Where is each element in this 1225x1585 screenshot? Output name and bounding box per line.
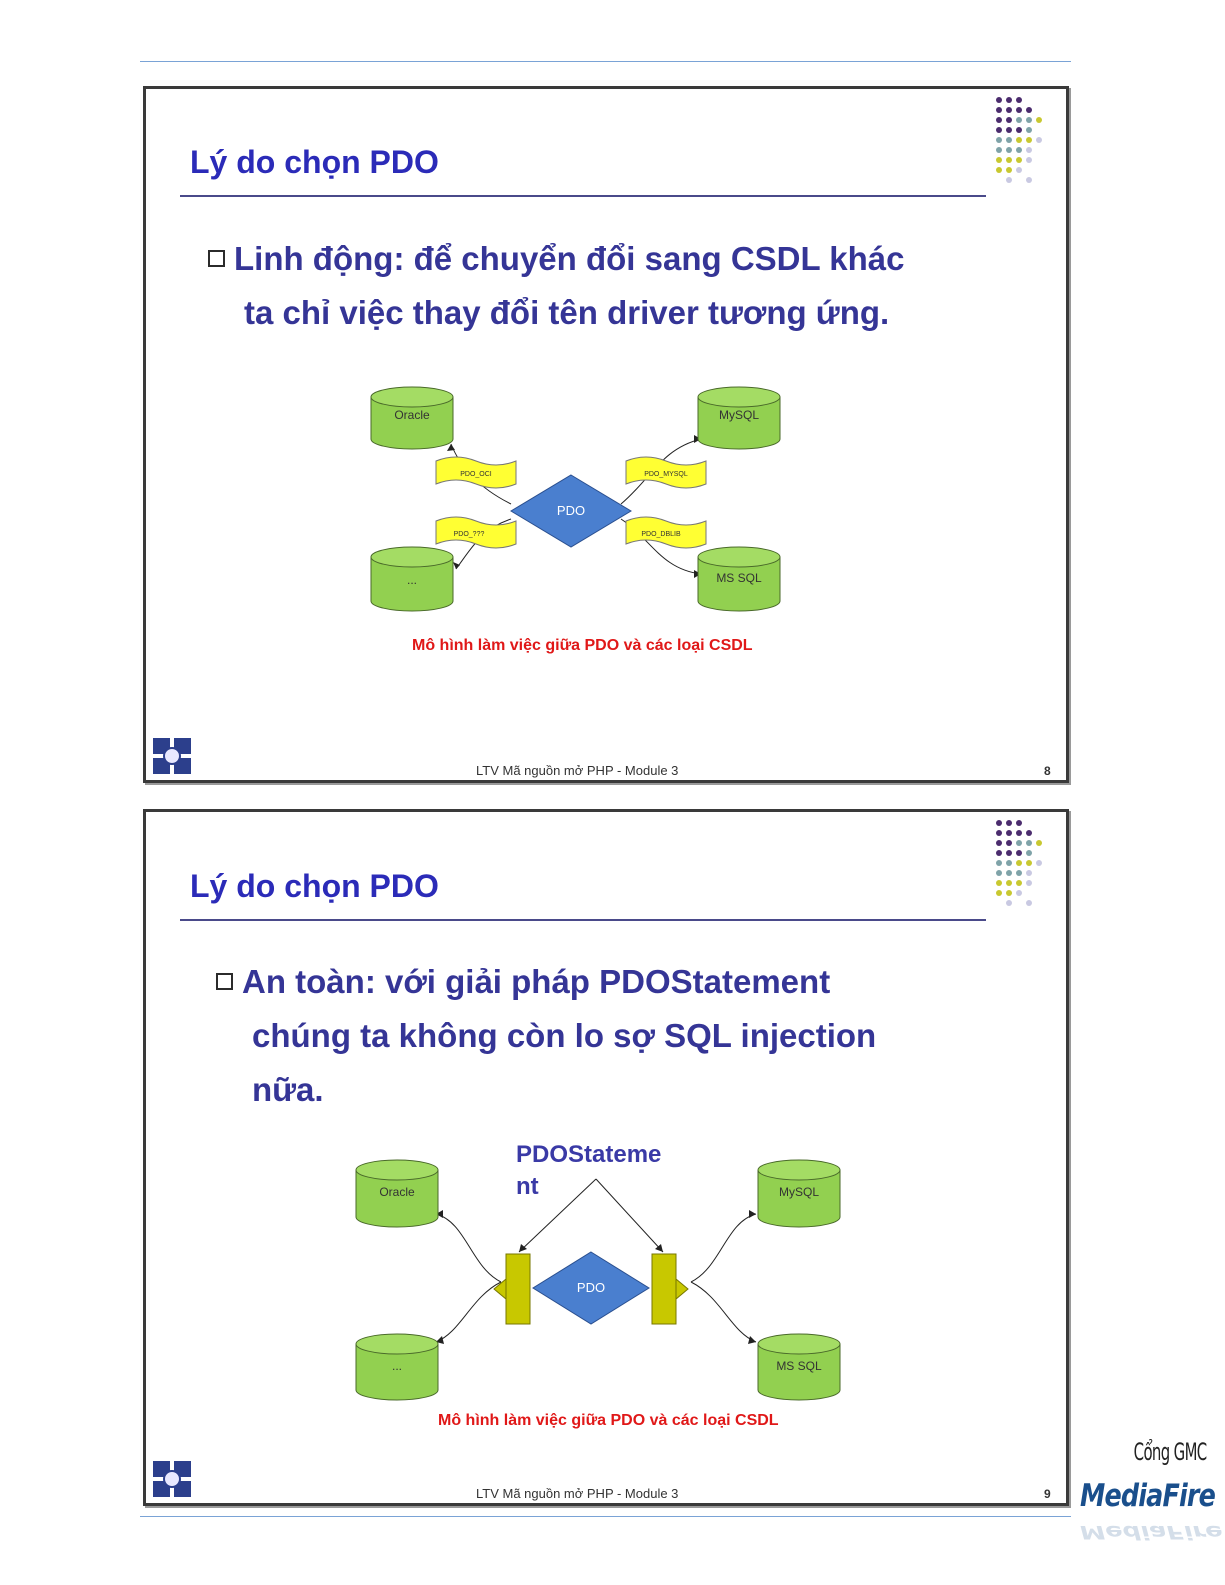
decorative-dot-grid (991, 817, 1061, 917)
pdostatement-label-line-1: PDOStateme (516, 1142, 662, 1168)
driver-tag-mysql (626, 457, 706, 488)
body-line-2: chúng ta không còn lo sợ SQL injection (252, 1017, 877, 1054)
checkbox-bullet-icon (208, 250, 225, 267)
db-label: Oracle (394, 408, 430, 422)
pdo-label: PDO (556, 503, 586, 518)
university-logo-icon (151, 736, 193, 776)
db-cylinder-mssql (758, 1334, 840, 1400)
page-bottom-rule (140, 1516, 1071, 1517)
checkbox-bullet-icon (216, 973, 233, 990)
body-line-1: Linh động: để chuyển đổi sang CSDL khác (208, 232, 904, 286)
db-cylinder-other (356, 1334, 438, 1400)
pdo-driver-diagram (361, 379, 821, 639)
db-cylinder-other (371, 547, 453, 611)
db-cylinder-oracle (371, 387, 453, 449)
slide-body (216, 955, 876, 1117)
page-top-rule (140, 61, 1071, 62)
body-line-2: ta chỉ việc thay đổi tên driver tương ứng. (244, 294, 890, 331)
watermark-top-text: Cổng GMC (1134, 1438, 1207, 1466)
driver-label: PDO_OCI (460, 471, 492, 478)
db-label: MySQL (778, 1185, 820, 1199)
driver-label: PDO_DBLIB (641, 531, 681, 538)
db-label: MS SQL (776, 1359, 822, 1373)
diagram-caption: Mô hình làm việc giữa PDO và các loại CSDL (438, 1412, 779, 1429)
slide-title: Lý do chọn PDO (190, 868, 439, 904)
slide-page-number: 8 (1044, 764, 1051, 778)
diagram-caption: Mô hình làm việc giữa PDO và các loại CSDL (412, 637, 753, 654)
slide-footer: LTV Mã nguồn mở PHP - Module 3 (476, 1486, 679, 1501)
pdo-diamond (511, 475, 631, 547)
driver-label: PDO_??? (453, 531, 485, 538)
statement-connector-right (652, 1254, 688, 1324)
pdostatement-diagram (351, 1142, 851, 1407)
db-label: ... (391, 1359, 403, 1373)
watermark-brand: MediaFire (1080, 1478, 1216, 1514)
db-label: MySQL (718, 408, 760, 422)
db-cylinder-mssql (698, 547, 780, 611)
university-logo-icon (151, 1459, 193, 1499)
db-label: Oracle (379, 1185, 415, 1199)
driver-tag-oci (436, 457, 516, 488)
slide-9 (143, 809, 1069, 1506)
db-label: ... (406, 573, 418, 587)
slide-footer: LTV Mã nguồn mở PHP - Module 3 (476, 763, 679, 778)
body-line-1: An toàn: với giải pháp PDOStatement (216, 955, 876, 1009)
mediafire-watermark (1068, 1438, 1223, 1558)
slide-title: Lý do chọn PDO (190, 144, 439, 180)
db-cylinder-oracle (356, 1160, 438, 1227)
driver-tag-dblib (626, 517, 706, 548)
pdo-diamond (533, 1252, 649, 1324)
body-line-3: nữa. (252, 1071, 324, 1108)
watermark-reflection: MediaFire (1080, 1521, 1223, 1543)
db-cylinder-mysql (698, 387, 780, 449)
pdo-label: PDO (576, 1280, 606, 1295)
title-underline (180, 919, 986, 921)
slide-page-number: 9 (1044, 1487, 1051, 1501)
statement-connector-left (494, 1254, 530, 1324)
title-underline (180, 195, 986, 197)
pdostatement-label-line-2: nt (516, 1173, 539, 1200)
db-cylinder-mysql (758, 1160, 840, 1227)
db-label: MS SQL (716, 571, 762, 585)
slide-8 (143, 86, 1069, 783)
driver-label: PDO_MYSQL (644, 471, 688, 478)
decorative-dot-grid (991, 94, 1061, 194)
slide-body (208, 232, 904, 340)
